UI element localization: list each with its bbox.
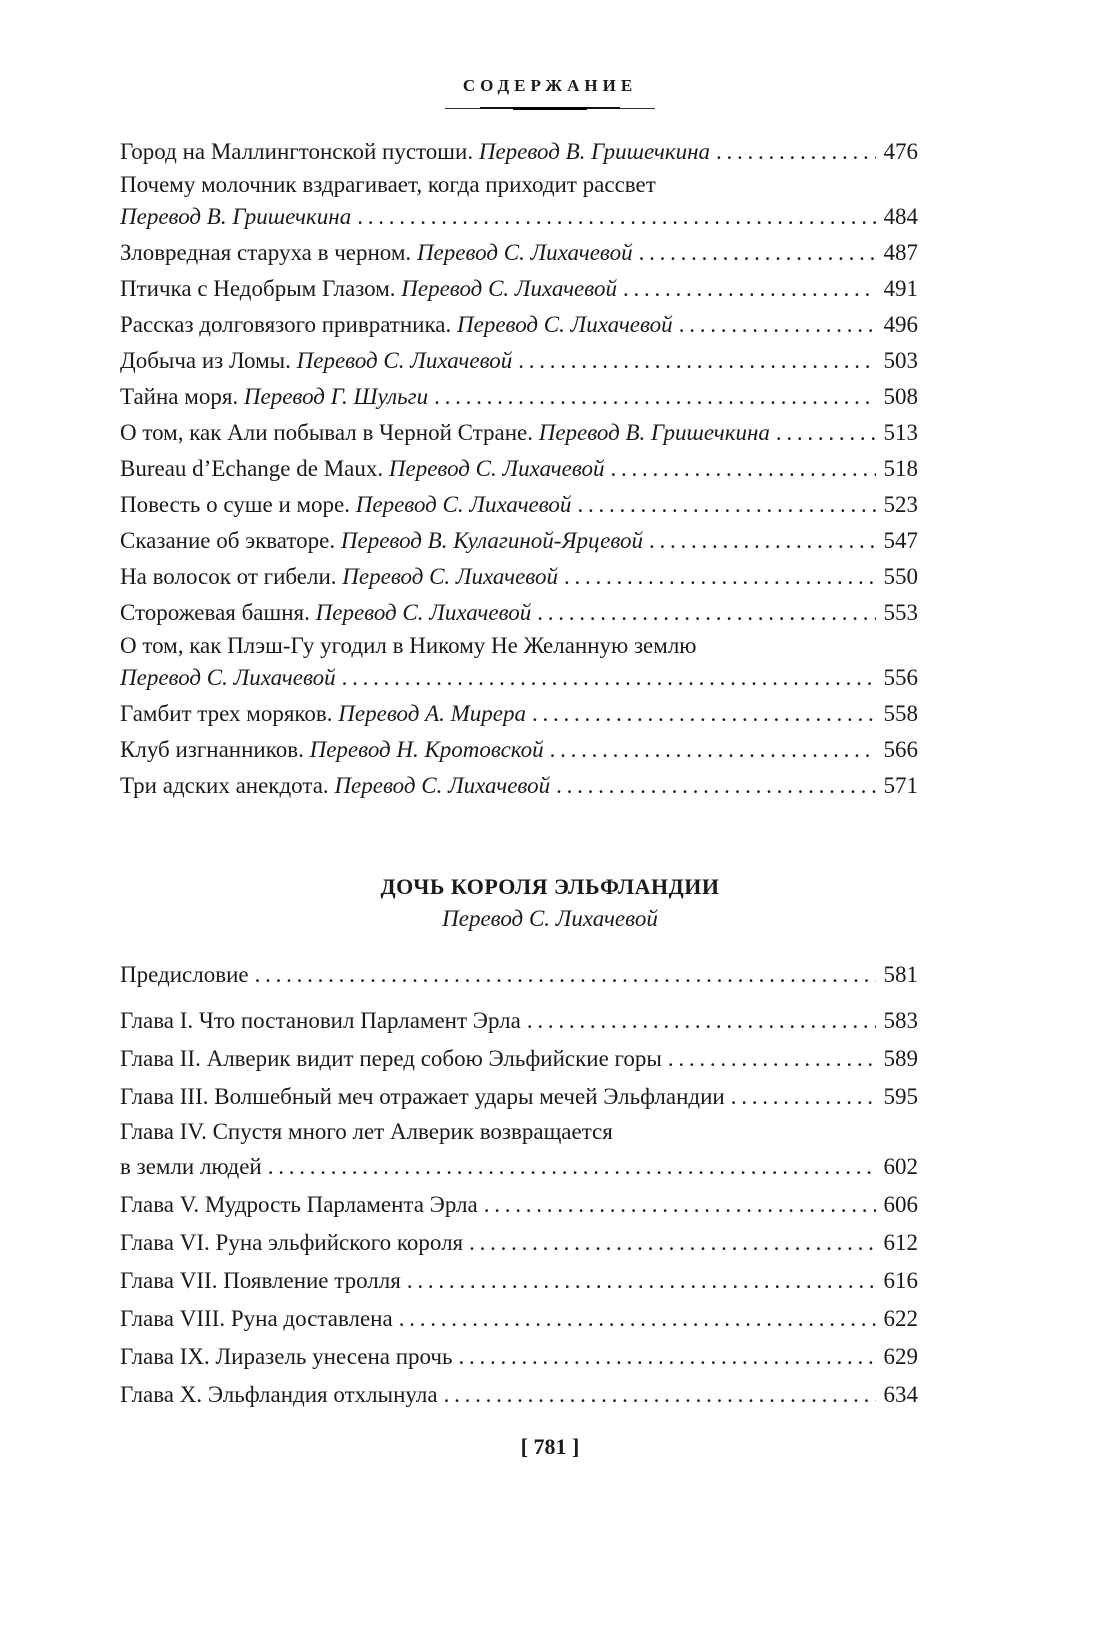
entry-line	[120, 415, 918, 451]
chapter-title: Глава III. Волшебный меч отражает удары мечей Эльфландии	[120, 1084, 725, 1109]
chapter-entry[interactable]	[120, 1224, 918, 1262]
chapter-page: 595	[883, 1084, 918, 1109]
toc-entry[interactable]	[120, 415, 918, 451]
dot-leader	[556, 768, 876, 804]
entry-page: 518	[883, 456, 918, 481]
entry-page: 558	[883, 701, 918, 726]
toc-entry[interactable]	[120, 271, 918, 307]
entry-line	[120, 307, 918, 343]
entry-translator: Перевод С. Лихачевой	[355, 492, 572, 517]
entry-title: Три адских анекдота.	[120, 773, 329, 798]
dot-leader	[268, 1148, 876, 1186]
chapter-title: Глава X. Эльфландия отхлынула	[120, 1382, 438, 1407]
entry-page: 513	[883, 420, 918, 445]
entry-page: 556	[883, 665, 918, 690]
chapter-entry[interactable]	[120, 1300, 918, 1338]
dot-leader	[716, 134, 876, 170]
entry-title: Повесть о суше и море.	[120, 492, 351, 517]
toc-entry[interactable]	[120, 343, 918, 379]
entry-line	[120, 732, 918, 768]
entry-page: 550	[883, 564, 918, 589]
entry-line	[120, 768, 918, 804]
chapter-entry[interactable]	[120, 1186, 918, 1224]
dot-leader	[255, 957, 876, 993]
chapter-page: 583	[883, 1008, 918, 1033]
entry-line	[120, 451, 918, 487]
entry-line	[120, 631, 918, 660]
toc-entry[interactable]	[120, 170, 918, 235]
entry-translator: Перевод В. Гришечкина	[478, 139, 711, 164]
chapter-title: Глава V. Мудрость Парламента Эрла	[120, 1192, 478, 1217]
toc-entry[interactable]	[120, 768, 918, 804]
entry-title: Рассказ долговязого привратника.	[120, 312, 452, 337]
chapter-entry[interactable]	[120, 1376, 918, 1414]
entry-line	[120, 1148, 918, 1186]
dot-leader	[484, 1186, 876, 1224]
page-number: [ 781 ]	[520, 1434, 580, 1459]
dot-leader	[731, 1078, 876, 1116]
toc-preface[interactable]	[120, 957, 918, 993]
entry-translator: Перевод Н. Кротовской	[309, 737, 544, 762]
chapter-page: 589	[883, 1046, 918, 1071]
section-title: ДОЧЬ КОРОЛЯ ЭЛЬФЛАНДИИ	[380, 874, 720, 899]
entry-page: 566	[883, 737, 918, 762]
toc-entry[interactable]	[120, 732, 918, 768]
toc-entry[interactable]	[120, 307, 918, 343]
entry-title: Bureau d’Echange de Maux.	[120, 456, 384, 481]
entry-title: Сторожевая башня.	[120, 600, 310, 625]
chapter-page: 629	[883, 1344, 918, 1369]
entry-line	[120, 1338, 918, 1376]
dot-leader	[679, 307, 876, 343]
entry-translator: Перевод А. Мирера	[338, 701, 527, 726]
entry-line	[120, 170, 918, 199]
dot-leader	[407, 1262, 876, 1300]
section-heading	[0, 874, 1100, 932]
section-subtitle: Перевод С. Лихачевой	[442, 906, 658, 931]
entry-translator: Перевод В. Кулагиной-Ярцевой	[340, 528, 644, 553]
entry-page: 523	[883, 492, 918, 517]
entry-title: Зловредная старуха в черном.	[120, 240, 412, 265]
entry-line	[120, 271, 918, 307]
entry-title: Город на Маллингтонской пустоши.	[120, 139, 474, 164]
preface-title: Предисловие	[120, 962, 249, 987]
entry-page: 484	[883, 204, 918, 229]
entry-translator: Перевод С. Лихачевой	[296, 348, 513, 373]
chapter-title: Глава II. Алверик видит перед собою Эльфийские горы	[120, 1046, 662, 1071]
dot-leader	[611, 451, 876, 487]
dot-leader	[532, 696, 876, 732]
entry-line	[120, 1116, 918, 1148]
dot-leader	[649, 523, 876, 559]
chapter-title: Глава VII. Появление тролля	[120, 1268, 401, 1293]
chapter-page: 616	[883, 1268, 918, 1293]
chapter-page: 606	[883, 1192, 918, 1217]
chapter-entry[interactable]	[120, 1116, 918, 1186]
entry-title: Сказание об экваторе.	[120, 528, 336, 553]
entry-translator: Перевод Г. Шульги	[243, 384, 429, 409]
toc-stories	[120, 134, 918, 804]
entry-line	[120, 1262, 918, 1300]
entry-line	[120, 559, 918, 595]
chapter-title: Глава IV. Спустя много лет Алверик возвращается	[120, 1119, 613, 1144]
entry-translator: Перевод С. Лихачевой	[457, 312, 673, 337]
entry-title: О том, как Плэш-Гу угодил в Никому Не Желанную землю	[120, 633, 697, 658]
entry-line	[120, 1186, 918, 1224]
entry-line	[120, 379, 918, 415]
entry-page: 571	[883, 773, 918, 798]
page-title: СОДЕРЖАНИЕ	[462, 76, 638, 95]
entry-title: Клуб изгнанников.	[120, 737, 304, 762]
dot-leader	[342, 660, 876, 696]
dot-leader	[668, 1040, 876, 1078]
toc-entry[interactable]	[120, 559, 918, 595]
entry-title: Тайна моря.	[120, 384, 239, 409]
toc-entry[interactable]	[120, 631, 918, 696]
entry-translator: Перевод С. Лихачевой	[401, 276, 617, 301]
chapter-title: Глава VI. Руна эльфийского короля	[120, 1230, 464, 1255]
running-header	[0, 76, 1100, 112]
dot-leader	[518, 343, 876, 379]
dot-leader	[444, 1376, 876, 1414]
entry-line	[120, 595, 918, 631]
dot-leader	[623, 271, 876, 307]
entry-line	[120, 523, 918, 559]
chapter-entry[interactable]	[120, 1078, 918, 1116]
entry-page: 496	[883, 312, 918, 337]
chapter-title: Глава IX. Лиразель унесена прочь	[120, 1344, 453, 1369]
toc-entry[interactable]	[120, 523, 918, 559]
entry-line	[120, 660, 918, 696]
entry-page: 553	[883, 600, 918, 625]
toc-entry[interactable]	[120, 379, 918, 415]
entry-translator: Перевод С. Лихачевой	[388, 456, 605, 481]
entry-page: 508	[883, 384, 918, 409]
entry-page: 487	[883, 240, 918, 265]
entry-translator: Перевод С. Лихачевой	[315, 600, 532, 625]
dot-leader	[399, 1300, 876, 1338]
entry-line	[120, 1040, 918, 1078]
chapter-entry[interactable]	[120, 1002, 918, 1040]
dot-leader	[459, 1338, 877, 1376]
dot-leader	[469, 1224, 876, 1262]
entry-line	[120, 1224, 918, 1262]
entry-title: Гамбит трех моряков.	[120, 701, 333, 726]
toc-entry[interactable]	[120, 235, 918, 271]
entry-title: Птичка с Недобрым Глазом.	[120, 276, 396, 301]
entry-translator: Перевод С. Лихачевой	[334, 773, 551, 798]
chapter-page: 634	[883, 1382, 918, 1407]
chapter-entry[interactable]	[120, 1262, 918, 1300]
header-ornament-rule	[445, 106, 655, 112]
toc-entry[interactable]	[120, 487, 918, 523]
chapter-page: 622	[883, 1306, 918, 1331]
toc-entry[interactable]	[120, 134, 918, 170]
dot-leader	[550, 732, 876, 768]
entry-line	[120, 134, 918, 170]
entry-page: 547	[883, 528, 918, 553]
dot-leader	[527, 1002, 876, 1040]
entry-line	[120, 487, 918, 523]
entry-page: 503	[883, 348, 918, 373]
entry-translator: Перевод В. Гришечкина	[120, 204, 352, 229]
entry-page: 491	[883, 276, 918, 301]
toc-entry[interactable]	[120, 595, 918, 631]
dot-leader	[577, 487, 876, 523]
entry-translator: Перевод С. Лихачевой	[342, 564, 558, 589]
entry-title: О том, как Али побывал в Черной Стране.	[120, 420, 533, 445]
entry-line	[120, 1376, 918, 1414]
dot-leader	[537, 595, 876, 631]
entry-line	[120, 235, 918, 271]
chapter-title: Глава I. Что постановил Парламент Эрла	[120, 1008, 521, 1033]
entry-line	[120, 1002, 918, 1040]
entry-line	[120, 696, 918, 732]
dot-leader	[357, 199, 876, 235]
chapter-title: Глава VIII. Руна доставлена	[120, 1306, 393, 1331]
dot-leader	[639, 235, 876, 271]
dot-leader	[564, 559, 876, 595]
dot-leader	[776, 415, 876, 451]
toc-entry[interactable]	[120, 696, 918, 732]
entry-line	[120, 199, 918, 235]
entry-translator: Перевод С. Лихачевой	[120, 665, 336, 690]
entry-line	[120, 343, 918, 379]
entry-translator: Перевод В. Гришечкина	[538, 420, 770, 445]
toc-chapters	[120, 1002, 918, 1414]
entry-title: Почему молочник вздрагивает, когда приходит рассвет	[120, 172, 656, 197]
chapter-title-cont: в земли людей	[120, 1154, 262, 1179]
entry-title: Добыча из Ломы.	[120, 348, 291, 373]
chapter-page: 602	[883, 1154, 918, 1179]
toc-entry[interactable]	[120, 451, 918, 487]
chapter-entry[interactable]	[120, 1040, 918, 1078]
dot-leader	[434, 379, 876, 415]
preface-page: 581	[883, 962, 918, 987]
entry-title: На волосок от гибели.	[120, 564, 337, 589]
chapter-entry[interactable]	[120, 1338, 918, 1376]
entry-translator: Перевод С. Лихачевой	[416, 240, 633, 265]
entry-line	[120, 1078, 918, 1116]
entry-line	[120, 1300, 918, 1338]
chapter-page: 612	[883, 1230, 918, 1255]
entry-page: 476	[883, 139, 918, 164]
